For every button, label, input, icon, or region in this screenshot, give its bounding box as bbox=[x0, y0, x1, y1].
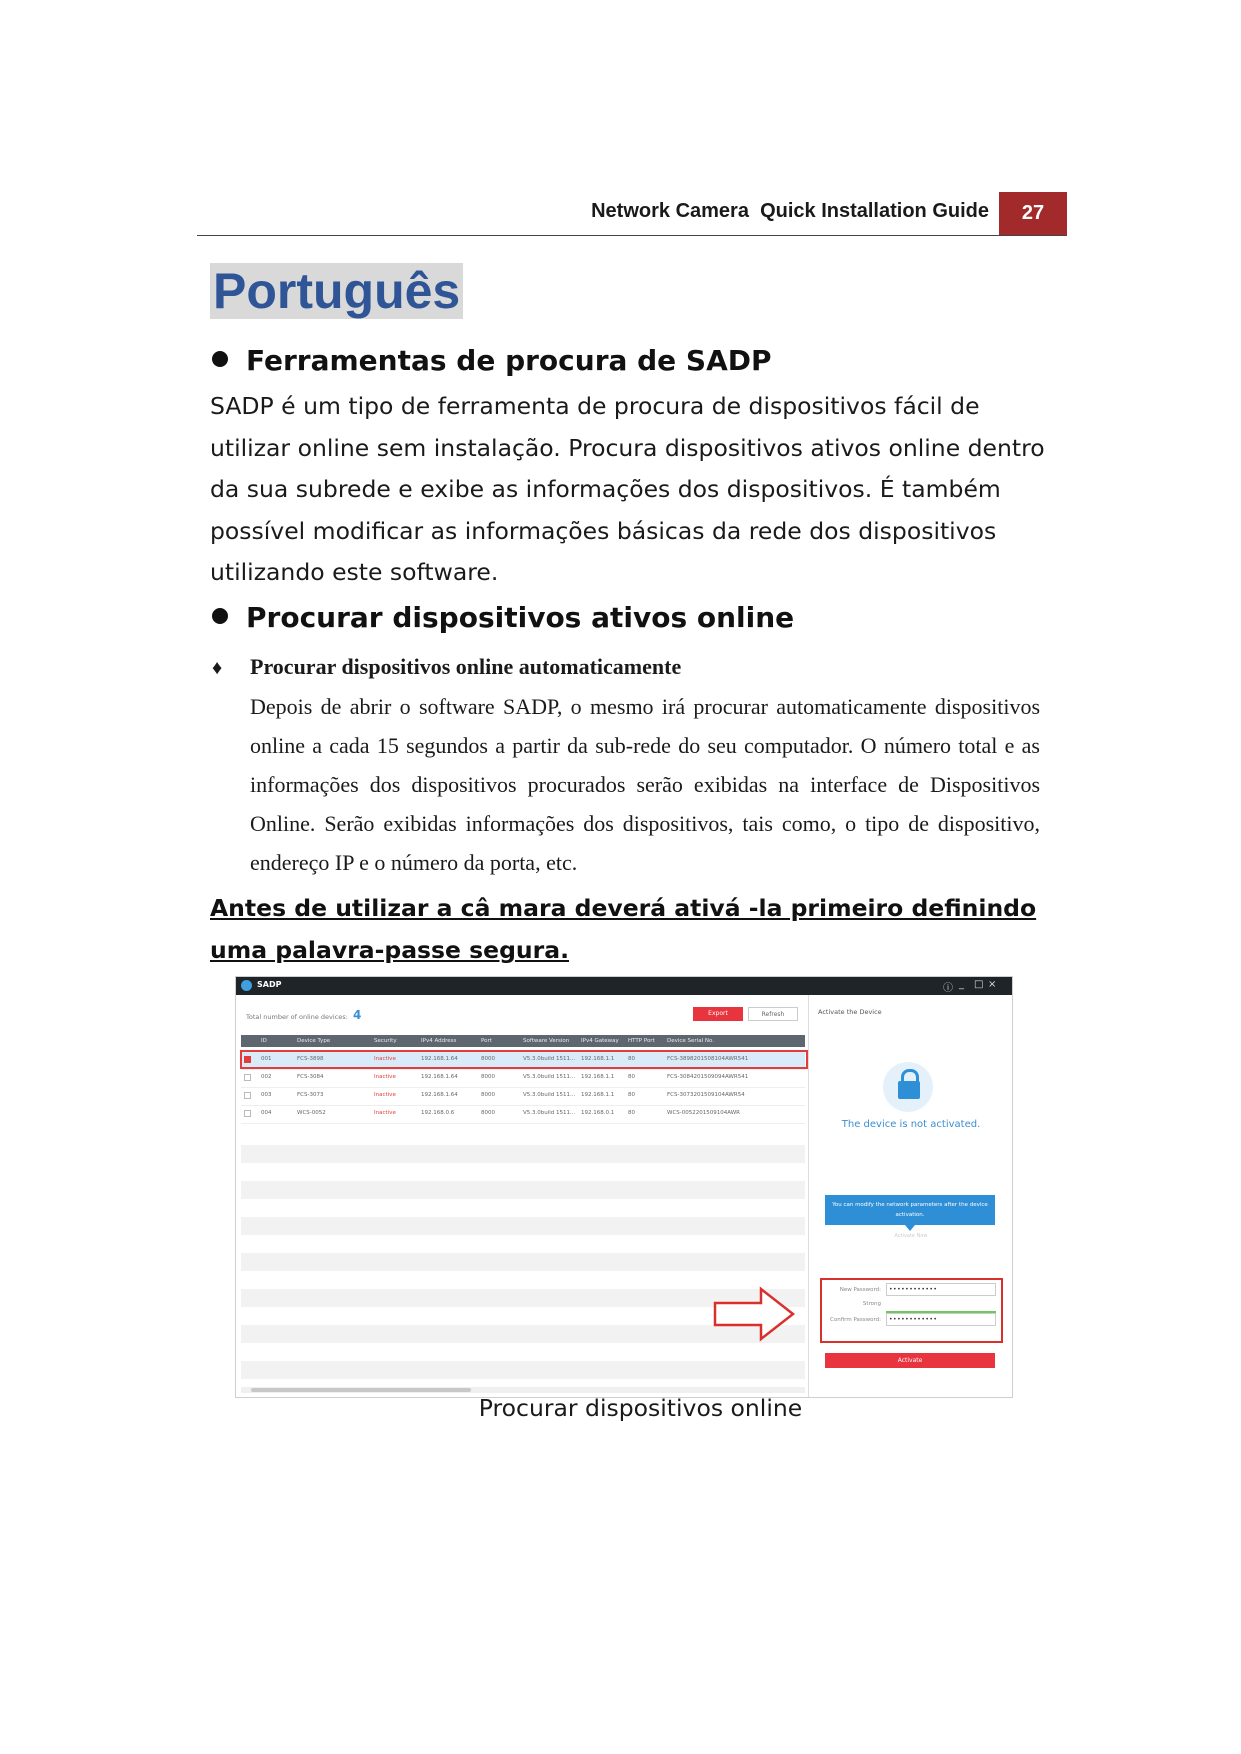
activation-warning: Antes de utilizar a câ mara deverá ativá -la primeiro definindo uma palavra-passe segura. bbox=[210, 894, 1037, 964]
page-number: 27 bbox=[999, 192, 1067, 235]
cell-gateway: 192.168.1.1 bbox=[581, 1056, 615, 1062]
sadp-logo-icon bbox=[241, 980, 252, 991]
cell-id: 003 bbox=[261, 1092, 272, 1098]
info-icon[interactable]: ⓘ bbox=[943, 983, 953, 994]
cell-port: 8000 bbox=[481, 1074, 495, 1080]
cell-ipv4: 192.168.1.64 bbox=[421, 1092, 458, 1098]
cell-http-port: 80 bbox=[628, 1074, 635, 1080]
cell-port: 8000 bbox=[481, 1110, 495, 1116]
cell-http-port: 80 bbox=[628, 1110, 635, 1116]
table-row[interactable] bbox=[241, 1105, 805, 1124]
new-password-input[interactable]: •••••••••••• bbox=[886, 1283, 996, 1296]
cell-security: Inactive bbox=[374, 1056, 396, 1062]
header-title: Network Camera Quick Installation Guide bbox=[591, 200, 989, 222]
new-password-label: New Password: bbox=[839, 1287, 881, 1293]
column-header[interactable]: IPv4 Gateway bbox=[581, 1037, 619, 1044]
row-checkbox[interactable] bbox=[244, 1110, 251, 1117]
close-icon[interactable]: × bbox=[988, 979, 997, 990]
right-arrow-icon bbox=[713, 1285, 797, 1343]
scrollbar-thumb[interactable] bbox=[251, 1388, 471, 1392]
section-body-sadp: SADP é um tipo de ferramenta de procura de dispositivos fácil de utilizar online sem instalação. Procura dispositivos ativos online dentro da sua subrede e exibe as informações dos dispositivos. É também possível modificar as informações básicas da rede dos dispositivos utilizando este software. bbox=[210, 392, 1045, 586]
confirm-password-label: Confirm Password: bbox=[830, 1317, 881, 1323]
cell-software: V5.3.0build 1511... bbox=[523, 1074, 576, 1080]
cell-security: Inactive bbox=[374, 1110, 396, 1116]
cell-id: 002 bbox=[261, 1074, 272, 1080]
confirm-password-input[interactable]: •••••••••••• bbox=[886, 1313, 996, 1326]
activation-info-tooltip: You can modify the network parameters after the device activation. bbox=[825, 1195, 995, 1225]
selected-row-highlight bbox=[240, 1050, 808, 1069]
diamond-bullet-icon: ♦ bbox=[212, 657, 223, 679]
figure-caption: Procurar dispositivos online bbox=[478, 1394, 803, 1422]
activate-button[interactable]: Activate bbox=[825, 1353, 995, 1368]
empty-row bbox=[241, 1253, 805, 1271]
column-header[interactable]: Software Version bbox=[523, 1037, 570, 1044]
table-row[interactable] bbox=[241, 1069, 805, 1088]
section-heading-sadp bbox=[212, 344, 772, 377]
cell-ipv4: 192.168.1.64 bbox=[421, 1056, 458, 1062]
horizontal-scrollbar[interactable] bbox=[241, 1387, 805, 1393]
cell-ipv4: 192.168.0.6 bbox=[421, 1110, 455, 1116]
bullet-dot-icon bbox=[212, 608, 228, 624]
cell-serial: WCS-0052201509104AWR bbox=[667, 1110, 740, 1116]
section-heading-text: Procurar dispositivos ativos online bbox=[246, 601, 795, 634]
cell-device-type: WCS-0052 bbox=[297, 1110, 326, 1116]
sub-heading-auto-search bbox=[212, 654, 681, 680]
cell-software: V5.3.0build 1511... bbox=[523, 1056, 576, 1062]
not-activated-message: The device is not activated. bbox=[841, 1119, 981, 1130]
language-title: Português bbox=[210, 263, 463, 319]
activate-now-label: Activate Now bbox=[894, 1233, 928, 1239]
cell-gateway: 192.168.1.1 bbox=[581, 1074, 615, 1080]
sadp-titlebar bbox=[236, 977, 1012, 995]
export-button[interactable]: Export bbox=[693, 1007, 743, 1021]
row-checkbox[interactable] bbox=[244, 1092, 251, 1099]
page-header bbox=[197, 192, 1067, 236]
lock-icon-body bbox=[898, 1081, 920, 1099]
cell-gateway: 192.168.1.1 bbox=[581, 1092, 615, 1098]
panel-divider bbox=[808, 995, 809, 1397]
cell-device-type: FCS-3084 bbox=[297, 1074, 324, 1080]
tooltip-arrow-icon bbox=[905, 1225, 915, 1231]
maximize-icon[interactable]: □ bbox=[974, 979, 984, 990]
cell-device-type: FCS-3898 bbox=[297, 1056, 324, 1062]
cell-software: V5.3.0build 1511... bbox=[523, 1092, 576, 1098]
empty-row bbox=[241, 1181, 805, 1199]
minimize-icon[interactable]: _ bbox=[959, 979, 964, 990]
cell-security: Inactive bbox=[374, 1074, 396, 1080]
cell-software: V5.3.0build 1511... bbox=[523, 1110, 576, 1116]
table-row[interactable] bbox=[241, 1087, 805, 1106]
cell-serial: FCS-3084201509094AWR541 bbox=[667, 1074, 749, 1080]
column-header[interactable]: IPv4 Address bbox=[421, 1037, 457, 1044]
bullet-dot-icon bbox=[212, 351, 228, 367]
cell-ipv4: 192.168.1.64 bbox=[421, 1074, 458, 1080]
cell-device-type: FCS-3073 bbox=[297, 1092, 324, 1098]
column-header[interactable]: ID bbox=[261, 1037, 267, 1044]
empty-row bbox=[241, 1145, 805, 1163]
column-header[interactable]: Device Serial No. bbox=[667, 1037, 714, 1044]
cell-id: 004 bbox=[261, 1110, 272, 1116]
cell-id: 001 bbox=[261, 1056, 272, 1062]
total-devices-count: 4 bbox=[353, 1008, 362, 1022]
column-header[interactable]: Security bbox=[374, 1037, 397, 1044]
cell-serial: FCS-3898201508104AWR541 bbox=[667, 1056, 749, 1062]
cell-security: Inactive bbox=[374, 1092, 396, 1098]
column-header[interactable]: Port bbox=[481, 1037, 492, 1044]
cell-http-port: 80 bbox=[628, 1092, 635, 1098]
row-checkbox[interactable] bbox=[244, 1074, 251, 1081]
cell-port: 8000 bbox=[481, 1056, 495, 1062]
cell-port: 8000 bbox=[481, 1092, 495, 1098]
section-heading-text: Ferramentas de procura de SADP bbox=[246, 344, 772, 377]
section-body-search: Depois de abrir o software SADP, o mesmo irá procurar automaticamente dispositivos online a cada 15 segundos a partir da sub-rede do seu computador. O número total e as informações dos dispositivos procurados serão exibidas na interface de Dispositivos Online. Serão exibidas informações dos dispositivos, tais como, o tipo de dispositivo, endereço IP e o número da porta, etc. bbox=[250, 694, 1040, 875]
cell-http-port: 80 bbox=[628, 1056, 635, 1062]
total-devices-label: Total number of online devices: bbox=[246, 1013, 348, 1021]
empty-row bbox=[241, 1217, 805, 1235]
empty-row bbox=[241, 1361, 805, 1379]
column-header[interactable]: Device Type bbox=[297, 1037, 331, 1044]
column-header[interactable]: HTTP Port bbox=[628, 1037, 655, 1044]
sadp-app-name: SADP bbox=[257, 980, 282, 989]
cell-serial: FCS-3073201509104AWR54 bbox=[667, 1092, 745, 1098]
section-heading-search bbox=[212, 601, 794, 634]
refresh-button[interactable]: Refresh bbox=[748, 1007, 798, 1021]
device-table-header bbox=[241, 1035, 805, 1047]
sub-heading-text: Procurar dispositivos online automaticamente bbox=[250, 654, 682, 679]
sadp-screenshot bbox=[235, 976, 1013, 1398]
activate-panel-title: Activate the Device bbox=[818, 1008, 882, 1016]
strength-label: Strong bbox=[862, 1301, 881, 1307]
cell-gateway: 192.168.0.1 bbox=[581, 1110, 615, 1116]
